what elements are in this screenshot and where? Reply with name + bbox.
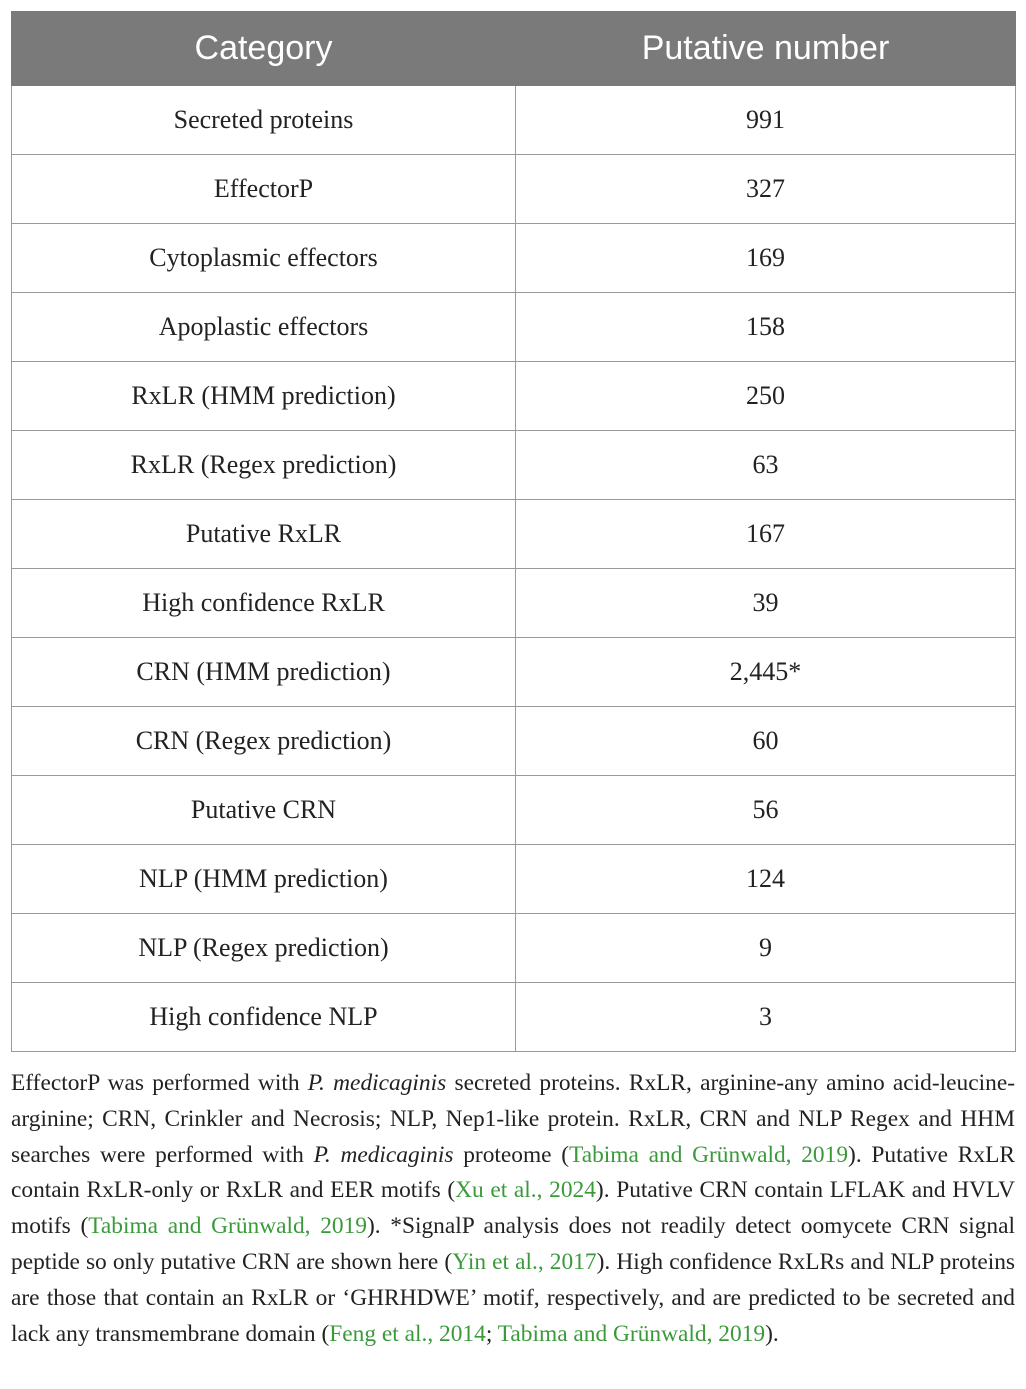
footnote-text: EffectorP was performed with (11, 1070, 308, 1096)
cell-category: RxLR (HMM prediction) (12, 362, 516, 431)
citation-link[interactable]: Yin et al., 2017 (452, 1248, 597, 1275)
table-row (12, 569, 1016, 638)
cell-category: RxLR (Regex prediction) (12, 431, 516, 500)
table-row (12, 914, 1016, 983)
table-header-row (12, 12, 1016, 86)
cell-category: NLP (Regex prediction) (12, 914, 516, 983)
cell-category: Apoplastic effectors (12, 293, 516, 362)
cell-category: Putative RxLR (12, 500, 516, 569)
cell-number: 9 (516, 914, 1016, 983)
cell-number: 327 (516, 155, 1016, 224)
cell-category: Secreted proteins (12, 86, 516, 155)
species-name: P. medicaginis (313, 1141, 454, 1168)
footnote-text: secreted proteins. RxLR, arginine-any amino acid-leucine-arginine; CRN, Crinkler and Necrosis; NLP, Nep1-like protein. RxLR, CRN and NLP Regex and HHM searches were performed with (11, 1070, 1015, 1168)
cell-number: 60 (516, 707, 1016, 776)
cell-number: 167 (516, 500, 1016, 569)
effector-table (11, 11, 1016, 1052)
table-row (12, 224, 1016, 293)
footnote-text: ). *SignalP analysis does not readily detect oomycete CRN signal peptide so only putative CRN are shown here ( (11, 1213, 1015, 1275)
table-row (12, 707, 1016, 776)
table-row (12, 293, 1016, 362)
footnote-text: ). High confidence RxLRs and NLP proteins are those that contain an RxLR or ‘GHRHDWE’ motif, respectively, and are predicted to be secreted and lack any transmembrane domain ( (11, 1248, 1016, 1347)
cell-category: High confidence NLP (12, 983, 516, 1052)
cell-number: 250 (516, 362, 1016, 431)
table-row (12, 362, 1016, 431)
table-row (12, 500, 1016, 569)
cell-category: CRN (HMM prediction) (12, 638, 516, 707)
table-row (12, 776, 1016, 845)
cell-number: 124 (516, 845, 1016, 914)
cell-category: NLP (HMM prediction) (12, 845, 516, 914)
cell-number: 56 (516, 776, 1016, 845)
table-row (12, 983, 1016, 1052)
footnote-text: ). Putative RxLR contain RxLR-only or RxLR and EER motifs ( (11, 1141, 1015, 1204)
citation-link[interactable]: Xu et al., 2024 (455, 1177, 596, 1204)
cell-number: 3 (516, 983, 1016, 1052)
table-row (12, 155, 1016, 224)
cell-category: High confidence RxLR (12, 569, 516, 638)
table-row (12, 86, 1016, 155)
cell-category: CRN (Regex prediction) (12, 707, 516, 776)
citation-link[interactable]: Tabima and Grünwald, 2019 (569, 1141, 849, 1168)
header-category: Category (12, 12, 516, 86)
footnote-text: ). Putative CRN contain LFLAK and HVLV motifs ( (11, 1177, 1016, 1240)
cell-category: Cytoplasmic effectors (12, 224, 516, 293)
cell-number: 39 (516, 569, 1016, 638)
cell-number: 169 (516, 224, 1016, 293)
footnote-text: ). (765, 1320, 779, 1347)
header-putative-number: Putative number (516, 12, 1016, 86)
cell-number: 158 (516, 293, 1016, 362)
table-row (12, 845, 1016, 914)
cell-number: 991 (516, 86, 1016, 155)
footnote-text: proteome ( (453, 1141, 570, 1168)
citation-link[interactable]: Tabima and Grünwald, 2019 (497, 1320, 766, 1347)
data-table-container (11, 11, 1015, 1052)
table-row (12, 431, 1016, 500)
cell-category: Putative CRN (12, 776, 516, 845)
cell-number: 63 (516, 431, 1016, 500)
cell-number: 2,445* (516, 638, 1016, 707)
table-row (12, 638, 1016, 707)
species-name: P. medicaginis (307, 1070, 447, 1096)
citation-link[interactable]: Tabima and Grünwald, 2019 (88, 1213, 367, 1240)
table-footnote (11, 1066, 1015, 1352)
footnote-text: ; (485, 1320, 498, 1347)
cell-category: EffectorP (12, 155, 516, 224)
citation-link[interactable]: Feng et al., 2014 (329, 1320, 486, 1347)
